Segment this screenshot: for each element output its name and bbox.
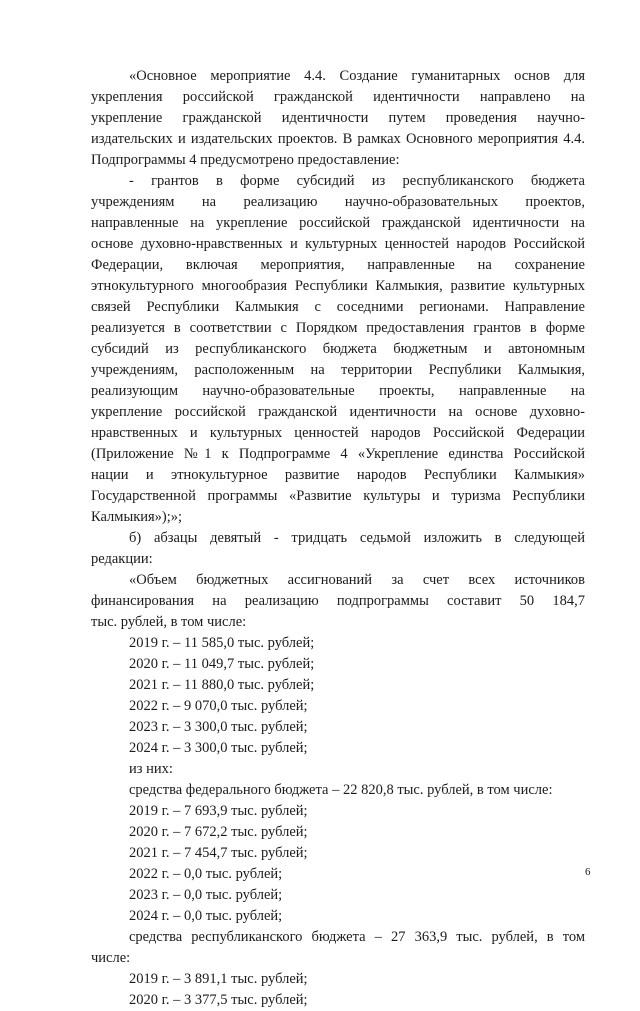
text-line: б) абзацы девятый - тридцать седьмой изложить в следующей	[129, 530, 585, 546]
list-item: 2022 г. – 0,0 тыс. рублей;	[129, 866, 283, 882]
text-line: укрепление гражданской идентичности путем проведения научно-	[91, 110, 585, 126]
text-line: Государственной программы «Развитие культуры и туризма Республики	[91, 488, 585, 504]
text-line: - грантов в форме субсидий из республиканского бюджета	[129, 173, 585, 189]
list-item: из них:	[129, 761, 173, 777]
text-line: редакции:	[91, 551, 153, 567]
text-line: основе духовно-нравственных и культурных ценностей народов Российской	[91, 236, 585, 252]
text-line: тыс. рублей, в том числе:	[91, 614, 247, 630]
text-line: нравственных и культурных ценностей народов Российской Федерации	[91, 425, 585, 441]
text-line: реализующим научно-образовательные проекты, направленные на	[91, 383, 585, 399]
text-line: укрепление российской гражданской идентичности на основе духовно-	[91, 404, 585, 420]
text-line: учреждениям, расположенным на территории Республики Калмыкия,	[91, 362, 585, 378]
document-page	[91, 66, 585, 1011]
list-item: 2020 г. – 11 049,7 тыс. рублей;	[129, 656, 315, 672]
text-line: Федерации, включая мероприятия, направленные на сохранение	[91, 257, 585, 273]
text-line: Калмыкия»);»;	[91, 509, 183, 525]
text-line: издательских и издательских проектов. В рамках Основного мероприятия 4.4.	[91, 131, 585, 147]
text-line: реализуется в соответствии с Порядком предоставления грантов в форме	[91, 320, 585, 336]
list-item: 2021 г. – 11 880,0 тыс. рублей;	[129, 677, 315, 693]
text-line: субсидий из республиканского бюджета бюджетным и автономным	[91, 341, 585, 357]
text-line: учреждениям на реализацию научно-образовательных проектов,	[91, 194, 585, 210]
list-item: 2019 г. – 3 891,1 тыс. рублей;	[129, 971, 308, 987]
text-line: «Объем бюджетных ассигнований за счет всех источников	[129, 572, 585, 588]
list-item: 2023 г. – 0,0 тыс. рублей;	[129, 887, 283, 903]
list-item: 2021 г. – 7 454,7 тыс. рублей;	[129, 845, 308, 861]
list-item: 2020 г. – 7 672,2 тыс. рублей;	[129, 824, 308, 840]
text-line: (Приложение №1 к Подпрограмме 4 «Укрепление единства Российской	[91, 446, 585, 462]
text-line: направленные на укрепление российской гражданской идентичности на	[91, 215, 585, 231]
text-line: «Основное мероприятие 4.4. Создание гуманитарных основ для	[129, 68, 585, 84]
list-item: средства федерального бюджета – 22 820,8 тыс. рублей, в том числе:	[129, 782, 553, 798]
text-line: этнокультурного многообразия Республики Калмыкия, развитие культурных	[91, 278, 585, 294]
text-line: финансирования на реализацию подпрограммы составит 50 184,7	[91, 593, 585, 609]
list-item: 2020 г. – 3 377,5 тыс. рублей;	[129, 992, 308, 1008]
text-line: нации и этнокультурное развитие народов Республики Калмыкия»	[91, 467, 585, 483]
list-item: 2019 г. – 11 585,0 тыс. рублей;	[129, 635, 315, 651]
text-line: связей Республики Калмыкия с соседними регионами. Направление	[91, 299, 585, 315]
text-line: средства республиканского бюджета – 27 363,9 тыс. рублей, в том	[129, 929, 585, 945]
list-item: 2022 г. – 9 070,0 тыс. рублей;	[129, 698, 308, 714]
list-item: 2023 г. – 3 300,0 тыс. рублей;	[129, 719, 308, 735]
list-item: 2024 г. – 3 300,0 тыс. рублей;	[129, 740, 308, 756]
text-line: Подпрограммы 4 предусмотрено предоставление:	[91, 152, 400, 168]
page-number: 6	[585, 866, 591, 878]
list-item: 2019 г. – 7 693,9 тыс. рублей;	[129, 803, 308, 819]
text-line: числе:	[91, 950, 131, 966]
list-item: 2024 г. – 0,0 тыс. рублей;	[129, 908, 283, 924]
text-line: укрепления российской гражданской идентичности направлено на	[91, 89, 585, 105]
